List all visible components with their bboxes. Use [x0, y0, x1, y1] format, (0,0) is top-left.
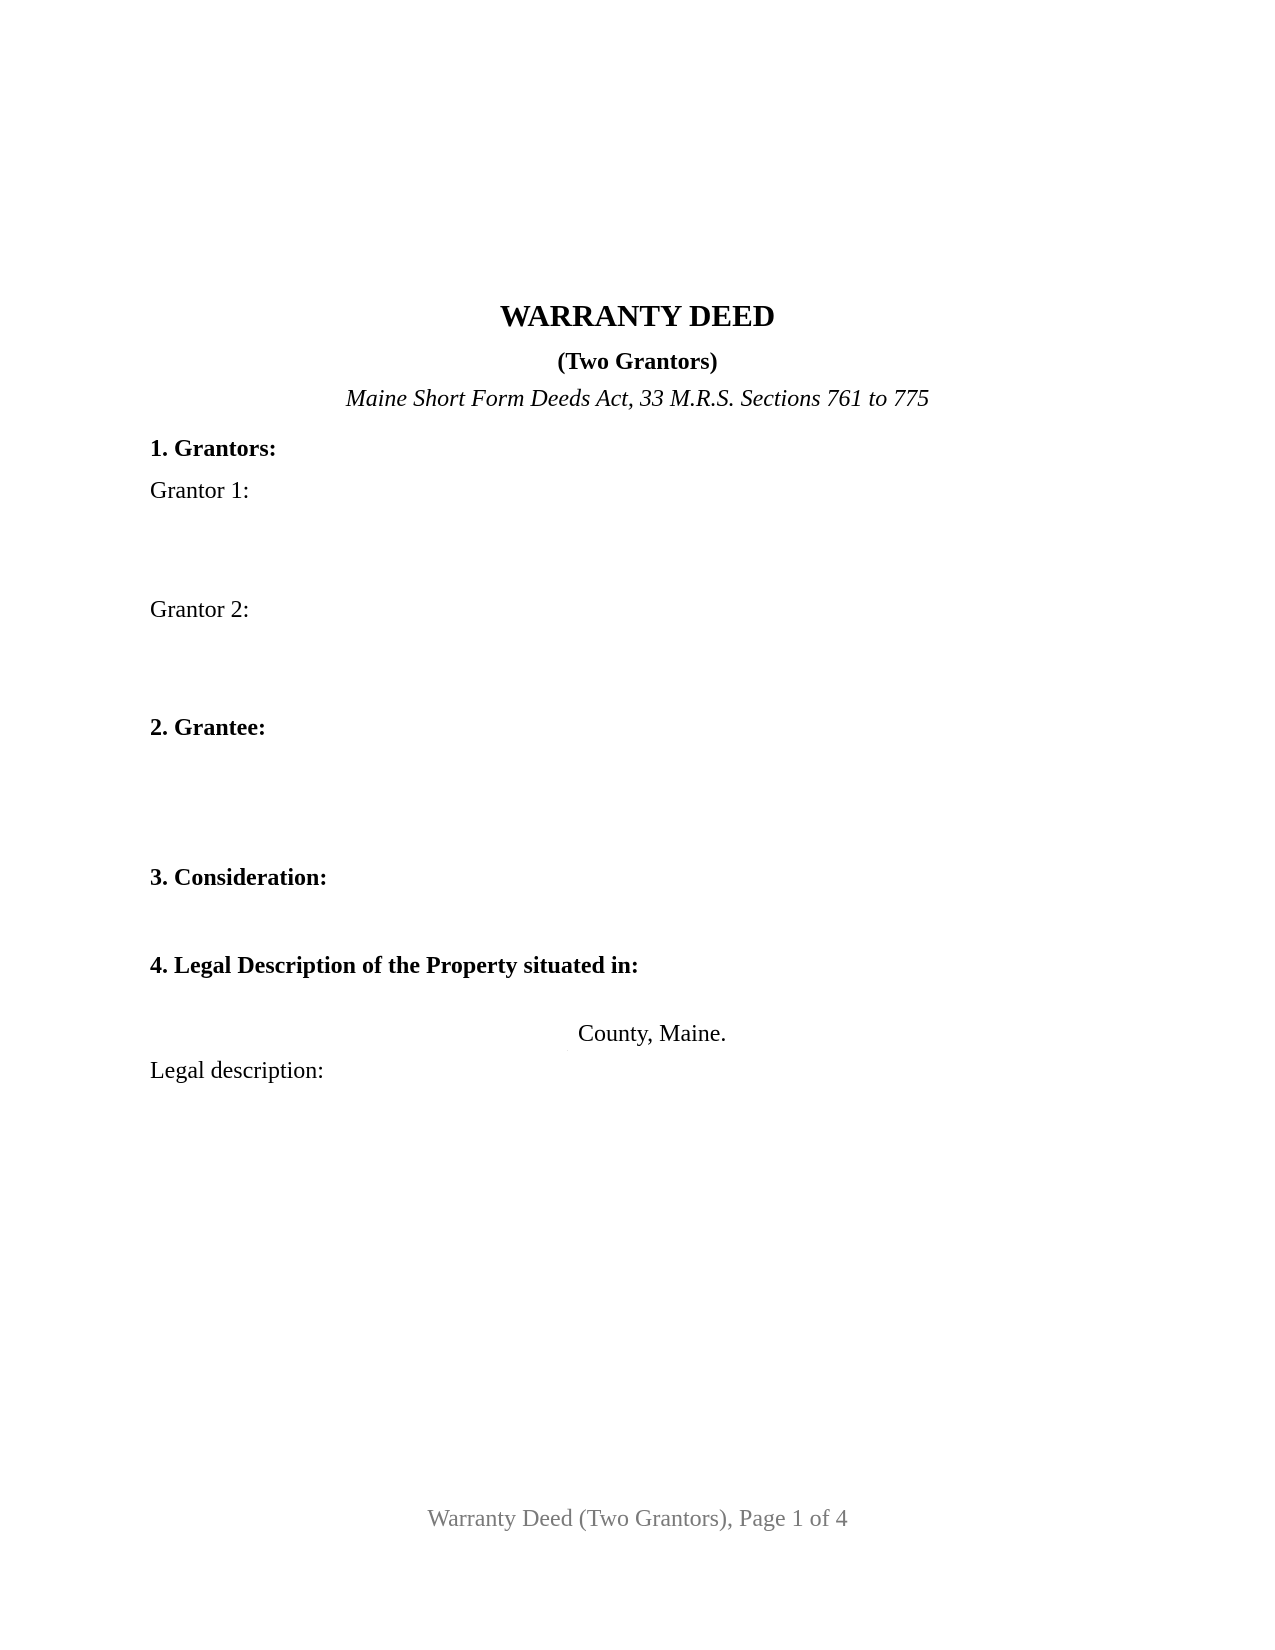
grantor-1-label: Grantor 1: — [150, 478, 250, 504]
consideration-heading: 3. Consideration: — [150, 865, 328, 891]
page-footer: Warranty Deed (Two Grantors), Page 1 of 4 — [427, 1506, 848, 1532]
grantors-heading: 1. Grantors: — [150, 436, 277, 462]
grantor-2-label: Grantor 2: — [150, 597, 250, 623]
county-text: County, Maine. — [578, 1021, 727, 1047]
document-subtitle: (Two Grantors) — [557, 349, 718, 375]
legal-description-label: Legal description: — [150, 1058, 324, 1084]
legal-description-heading: 4. Legal Description of the Property situated in: — [150, 953, 639, 979]
statute-reference: Maine Short Form Deeds Act, 33 M.R.S. Sections 761 to 775 — [345, 386, 930, 412]
county-field-mark — [567, 1050, 568, 1051]
grantee-heading: 2. Grantee: — [150, 715, 266, 741]
document-title: WARRANTY DEED — [499, 298, 776, 333]
